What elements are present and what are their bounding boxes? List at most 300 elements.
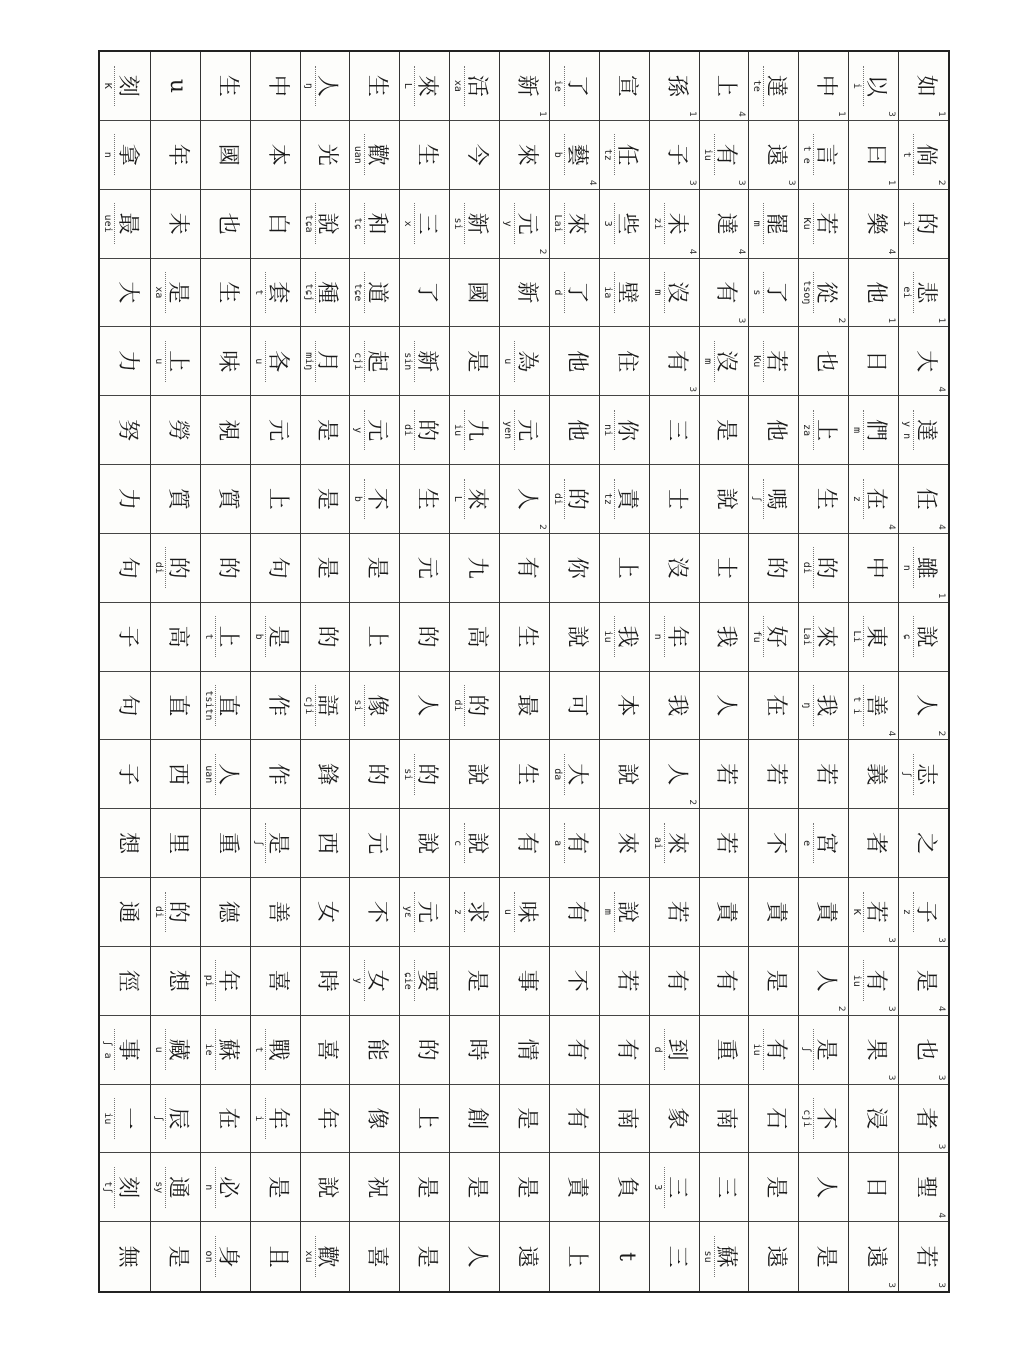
character: 國 (214, 143, 240, 166)
phonetic-annotation: ie (552, 52, 563, 120)
character: 生 (214, 281, 240, 304)
character: 高 (164, 625, 190, 648)
grid-cell (400, 190, 449, 259)
character: 曰 (863, 143, 889, 166)
character: 句 (264, 556, 290, 579)
character: 日 (863, 350, 889, 373)
grid-cell (799, 672, 848, 741)
grid-cell (151, 672, 200, 741)
character: 能 (364, 1038, 390, 1061)
grid-cell (151, 1085, 200, 1154)
character: 沒 (663, 556, 689, 579)
character: 子 (114, 625, 140, 648)
phonetic-annotation: di (402, 396, 413, 464)
character: 上 (414, 1107, 440, 1130)
grid-cell (700, 465, 749, 534)
grid-cell (350, 672, 399, 741)
grid-row (300, 52, 350, 1291)
grid-cell (251, 534, 300, 603)
grid-cell (201, 1153, 250, 1222)
grid-cell (899, 1085, 948, 1154)
grid-cell (100, 190, 150, 259)
phonetic-annotation: si (402, 740, 413, 808)
grid-cell (799, 465, 848, 534)
grid-cell (650, 259, 699, 328)
phonetic-annotation: c (452, 809, 463, 877)
grid-cell (700, 603, 749, 672)
phonetic-annotation: n (901, 534, 912, 602)
grid-cell (400, 1153, 449, 1222)
character: 生 (513, 763, 539, 786)
character: 如 (913, 74, 938, 97)
grid-cell (350, 396, 399, 465)
grid-row (848, 52, 898, 1291)
phonetic-annotation: ʃ (253, 809, 264, 877)
character: 是 (713, 419, 739, 442)
grid-cell (350, 1016, 399, 1085)
tone-mark: 2 (536, 248, 547, 255)
character: 歡 (314, 1245, 340, 1268)
grid-cell (500, 672, 549, 741)
grid-cell (899, 396, 948, 465)
character: 藝 (563, 143, 589, 166)
phonetic-annotation: ʃ (901, 740, 912, 808)
grid-cell (849, 1153, 898, 1222)
grid-cell (749, 672, 798, 741)
character: 若 (913, 1245, 938, 1268)
grid-cell (251, 740, 300, 809)
grid-cell (301, 465, 350, 534)
character: 若 (713, 763, 739, 786)
character: 若 (663, 900, 689, 923)
phonetic-annotation: t (253, 1016, 264, 1084)
character: 了 (563, 281, 589, 304)
grid-cell (201, 259, 250, 328)
phonetic-annotation: cji (352, 327, 363, 395)
character: 的 (414, 625, 440, 648)
character: 是 (164, 1245, 190, 1268)
phonetic-annotation: cji (801, 1085, 812, 1153)
character: 若 (713, 832, 739, 855)
character: 是 (763, 1176, 789, 1199)
character: 味 (513, 900, 539, 923)
character: 作 (264, 694, 290, 717)
character: 了 (563, 74, 589, 97)
character: 上 (613, 556, 639, 579)
phonetic-annotation: iu (751, 1016, 762, 1084)
character: 蘇 (713, 1245, 739, 1268)
character: 責 (563, 1176, 589, 1199)
grid-cell (700, 190, 749, 259)
grid-cell (301, 259, 350, 328)
character: 是 (464, 1176, 490, 1199)
tone-mark: 3 (936, 1143, 946, 1150)
grid-cell (799, 740, 848, 809)
tone-mark: 1 (686, 111, 697, 117)
grid-cell (400, 259, 449, 328)
grid-cell (500, 534, 549, 603)
character: 元 (364, 419, 390, 442)
phonetic-annotation: on (203, 1222, 214, 1291)
character: 起 (364, 350, 390, 373)
grid-cell (600, 1085, 649, 1154)
grid-cell (251, 1153, 300, 1222)
grid-cell (151, 809, 200, 878)
phonetic-annotation: L (452, 465, 463, 533)
grid-cell (899, 465, 948, 534)
grid-cell (749, 740, 798, 809)
character: 種 (314, 281, 340, 304)
phonetic-annotation: te (751, 52, 762, 120)
grid-cell (350, 947, 399, 1016)
character: 也 (813, 350, 839, 373)
grid-cell (400, 52, 449, 121)
grid-cell (100, 465, 150, 534)
phonetic-annotation: i (851, 52, 862, 120)
grid-cell (100, 603, 150, 672)
rotated-content (100, 52, 948, 1291)
character: 子 (913, 900, 938, 923)
character: 句 (114, 556, 140, 579)
grid-cell (749, 1085, 798, 1154)
character: 不 (364, 487, 390, 510)
character: 上 (364, 625, 390, 648)
character: 是 (414, 1176, 440, 1199)
grid-cell (899, 947, 948, 1016)
grid-cell (799, 1085, 848, 1154)
grid-cell (500, 878, 549, 947)
grid-cell (799, 121, 848, 190)
grid-cell (400, 1085, 449, 1154)
character: 必 (214, 1176, 240, 1199)
character: 有 (563, 1107, 589, 1130)
character: 他 (563, 350, 589, 373)
character: 新 (513, 74, 539, 97)
character: 是 (314, 556, 340, 579)
grid-cell (301, 396, 350, 465)
grid-cell (301, 534, 350, 603)
grid-cell (450, 327, 499, 396)
grid-cell (799, 1016, 848, 1085)
character: 有 (713, 969, 739, 992)
grid-cell (799, 190, 848, 259)
tone-mark: 3 (886, 1074, 897, 1081)
character: 勞 (164, 419, 190, 442)
grid-cell (151, 1222, 200, 1291)
tone-mark: 3 (786, 179, 797, 186)
grid-cell (450, 947, 499, 1016)
grid-cell (151, 396, 200, 465)
character: 的 (763, 556, 789, 579)
character: 不 (364, 900, 390, 923)
character: 高 (464, 625, 490, 648)
phonetic-annotation: xa (452, 52, 463, 120)
grid-cell (251, 465, 300, 534)
grid-cell (849, 809, 898, 878)
tone-mark: 4 (886, 248, 897, 255)
character: 聖 (913, 1176, 938, 1199)
character: 身 (214, 1245, 240, 1268)
character: 你 (613, 419, 639, 442)
phonetic-annotation: n (102, 121, 113, 189)
character: 未 (164, 212, 190, 235)
tone-mark: 2 (836, 1005, 847, 1012)
phonetic-annotation: tsitn (203, 672, 214, 740)
grid-cell (550, 534, 599, 603)
grid-cell (100, 1222, 150, 1291)
grid-row (898, 52, 948, 1291)
grid-cell (201, 672, 250, 741)
grid-cell (251, 121, 300, 190)
phonetic-annotation: u (502, 878, 513, 946)
phonetic-annotation: ʃ (801, 1016, 812, 1084)
character: 元 (414, 900, 440, 923)
grid-cell (151, 465, 200, 534)
grid-cell (600, 809, 649, 878)
grid-cell (849, 465, 898, 534)
grid-cell (650, 396, 699, 465)
grid-cell (201, 947, 250, 1016)
phonetic-annotation: tz (602, 121, 613, 189)
grid-cell (151, 52, 200, 121)
phonetic-annotation: b (352, 465, 363, 533)
character: 的 (913, 212, 938, 235)
grid-cell (301, 190, 350, 259)
grid-cell (100, 396, 150, 465)
phonetic-annotation: Ku (801, 190, 812, 258)
character: 我 (713, 625, 739, 648)
tone-mark: 4 (886, 730, 897, 737)
character: 說 (913, 625, 938, 648)
grid-cell (350, 121, 399, 190)
grid-cell (600, 740, 649, 809)
grid-cell (600, 603, 649, 672)
phonetic-annotation: iu (702, 121, 713, 189)
grid-cell (400, 672, 449, 741)
grid-cell (849, 121, 898, 190)
grid-cell (301, 52, 350, 121)
character: 有 (763, 1038, 789, 1061)
grid-cell (700, 259, 749, 328)
character: 九 (464, 419, 490, 442)
character: 是 (164, 281, 190, 304)
tone-mark: 4 (736, 248, 747, 255)
character: 宮 (813, 832, 839, 855)
character: 歡 (364, 143, 390, 166)
grid-cell (151, 121, 200, 190)
phonetic-annotation: b (552, 121, 563, 189)
grid-cell (600, 1222, 649, 1291)
character: 若 (813, 212, 839, 235)
grid-cell (100, 878, 150, 947)
phonetic-annotation: tɕj (303, 259, 314, 327)
character: 想 (114, 832, 140, 855)
grid-cell (400, 1222, 449, 1291)
phonetic-annotation: u (153, 1016, 164, 1084)
grid-cell (550, 1016, 599, 1085)
grid-cell (550, 121, 599, 190)
grid-cell (201, 1085, 250, 1154)
character: 生 (414, 143, 440, 166)
grid-cell (251, 947, 300, 1016)
phonetic-annotation: yɛ (402, 878, 413, 946)
character: 各 (264, 350, 290, 373)
grid-cell (550, 947, 599, 1016)
character: 是 (813, 1038, 839, 1061)
character: 人 (414, 694, 440, 717)
grid-cell (301, 121, 350, 190)
character: 喜 (364, 1245, 390, 1268)
grid-cell (301, 672, 350, 741)
phonetic-annotation: tʃ (102, 1153, 113, 1221)
character: 活 (464, 74, 490, 97)
phonetic-annotation: iu (851, 947, 862, 1015)
phonetic-annotation: ʃ a (102, 1016, 113, 1084)
character: 最 (513, 694, 539, 717)
character: 也 (913, 1038, 938, 1061)
phonetic-annotation: i (901, 190, 912, 258)
character: 生 (414, 487, 440, 510)
grid-cell (151, 327, 200, 396)
character: t (613, 1252, 639, 1261)
character: 些 (613, 212, 639, 235)
grid-cell (350, 809, 399, 878)
character: 雖 (913, 556, 938, 579)
grid-cell (700, 672, 749, 741)
grid-cell (899, 1222, 948, 1291)
character: 月 (314, 350, 340, 373)
character: 日 (863, 1176, 889, 1199)
character: 祝 (364, 1176, 390, 1199)
grid-cell (899, 534, 948, 603)
character: 西 (164, 763, 190, 786)
character: 辰 (164, 1107, 190, 1130)
character: 國 (464, 281, 490, 304)
character: 語 (314, 694, 340, 717)
character: 我 (813, 694, 839, 717)
character: 倘 (913, 143, 938, 166)
grid-cell (849, 947, 898, 1016)
character: 了 (414, 281, 440, 304)
grid-cell (799, 1222, 848, 1291)
character: 責 (813, 900, 839, 923)
character: 重 (713, 1038, 739, 1061)
grid-cell (151, 534, 200, 603)
grid-cell (500, 947, 549, 1016)
grid-cell (400, 878, 449, 947)
character: 中 (264, 74, 290, 97)
tone-mark: 3 (886, 111, 897, 117)
grid-cell (749, 259, 798, 328)
character: 句 (114, 694, 140, 717)
character: 是 (314, 419, 340, 442)
character: 年 (663, 625, 689, 648)
grid-cell (899, 190, 948, 259)
character: u (164, 78, 190, 93)
grid-cell (849, 190, 898, 259)
grid-cell (550, 1085, 599, 1154)
phonetic-annotation: tsoŋ (801, 259, 812, 327)
grid-cell (749, 1222, 798, 1291)
character: 求 (464, 900, 490, 923)
grid-cell (450, 534, 499, 603)
character: 女 (364, 969, 390, 992)
grid-cell (201, 809, 250, 878)
grid-cell (749, 52, 798, 121)
grid-cell (151, 190, 200, 259)
tone-mark: 4 (736, 111, 747, 117)
phonetic-annotation: y n (901, 396, 912, 464)
grid-cell (450, 878, 499, 947)
grid-cell (799, 327, 848, 396)
character: 視 (214, 419, 240, 442)
grid-cell (201, 534, 250, 603)
character: 沒 (663, 281, 689, 304)
grid-cell (799, 396, 848, 465)
character: 有 (713, 143, 739, 166)
phonetic-annotation: t (203, 603, 214, 671)
grid-cell (749, 534, 798, 603)
character: 說 (464, 832, 490, 855)
grid-row (549, 52, 599, 1291)
grid-cell (251, 603, 300, 672)
grid-cell (600, 947, 649, 1016)
tone-mark: 1 (836, 111, 847, 117)
phonetic-annotation: d (652, 1016, 663, 1084)
phonetic-annotation: uan (352, 121, 363, 189)
grid-cell (500, 52, 549, 121)
phonetic-annotation: a (552, 809, 563, 877)
grid-cell (849, 1016, 898, 1085)
character: 喜 (314, 1038, 340, 1061)
tone-mark: 4 (936, 1212, 946, 1219)
phonetic-annotation: m (851, 396, 862, 464)
character: 女 (314, 900, 340, 923)
character: 西 (314, 832, 340, 855)
character: 有 (613, 1038, 639, 1061)
character: 中 (863, 556, 889, 579)
grid-cell (700, 121, 749, 190)
character: 套 (264, 281, 290, 304)
phonetic-annotation: z (851, 465, 862, 533)
phonetic-annotation: ɕie (402, 947, 413, 1015)
grid-cell (799, 809, 848, 878)
character: 大 (913, 350, 938, 373)
grid-cell (151, 259, 200, 328)
grid-cell (500, 809, 549, 878)
character: 達 (763, 74, 789, 97)
grid-cell (251, 809, 300, 878)
phonetic-annotation: ie (203, 1016, 214, 1084)
character: 我 (613, 625, 639, 648)
tone-mark: 1 (936, 111, 946, 117)
grid-cell (151, 1153, 200, 1222)
grid-cell (201, 603, 250, 672)
character: 本 (613, 694, 639, 717)
grid-cell (350, 878, 399, 947)
phonetic-annotation: ni (602, 396, 613, 464)
phonetic-annotation: K (851, 878, 862, 946)
character: 力 (114, 487, 140, 510)
grid-cell (700, 327, 749, 396)
grid-cell (700, 947, 749, 1016)
phonetic-annotation: cji (303, 672, 314, 740)
character: 若 (813, 763, 839, 786)
character: 者 (863, 832, 889, 855)
character: 來 (513, 143, 539, 166)
grid-cell (700, 52, 749, 121)
grid-cell (650, 190, 699, 259)
